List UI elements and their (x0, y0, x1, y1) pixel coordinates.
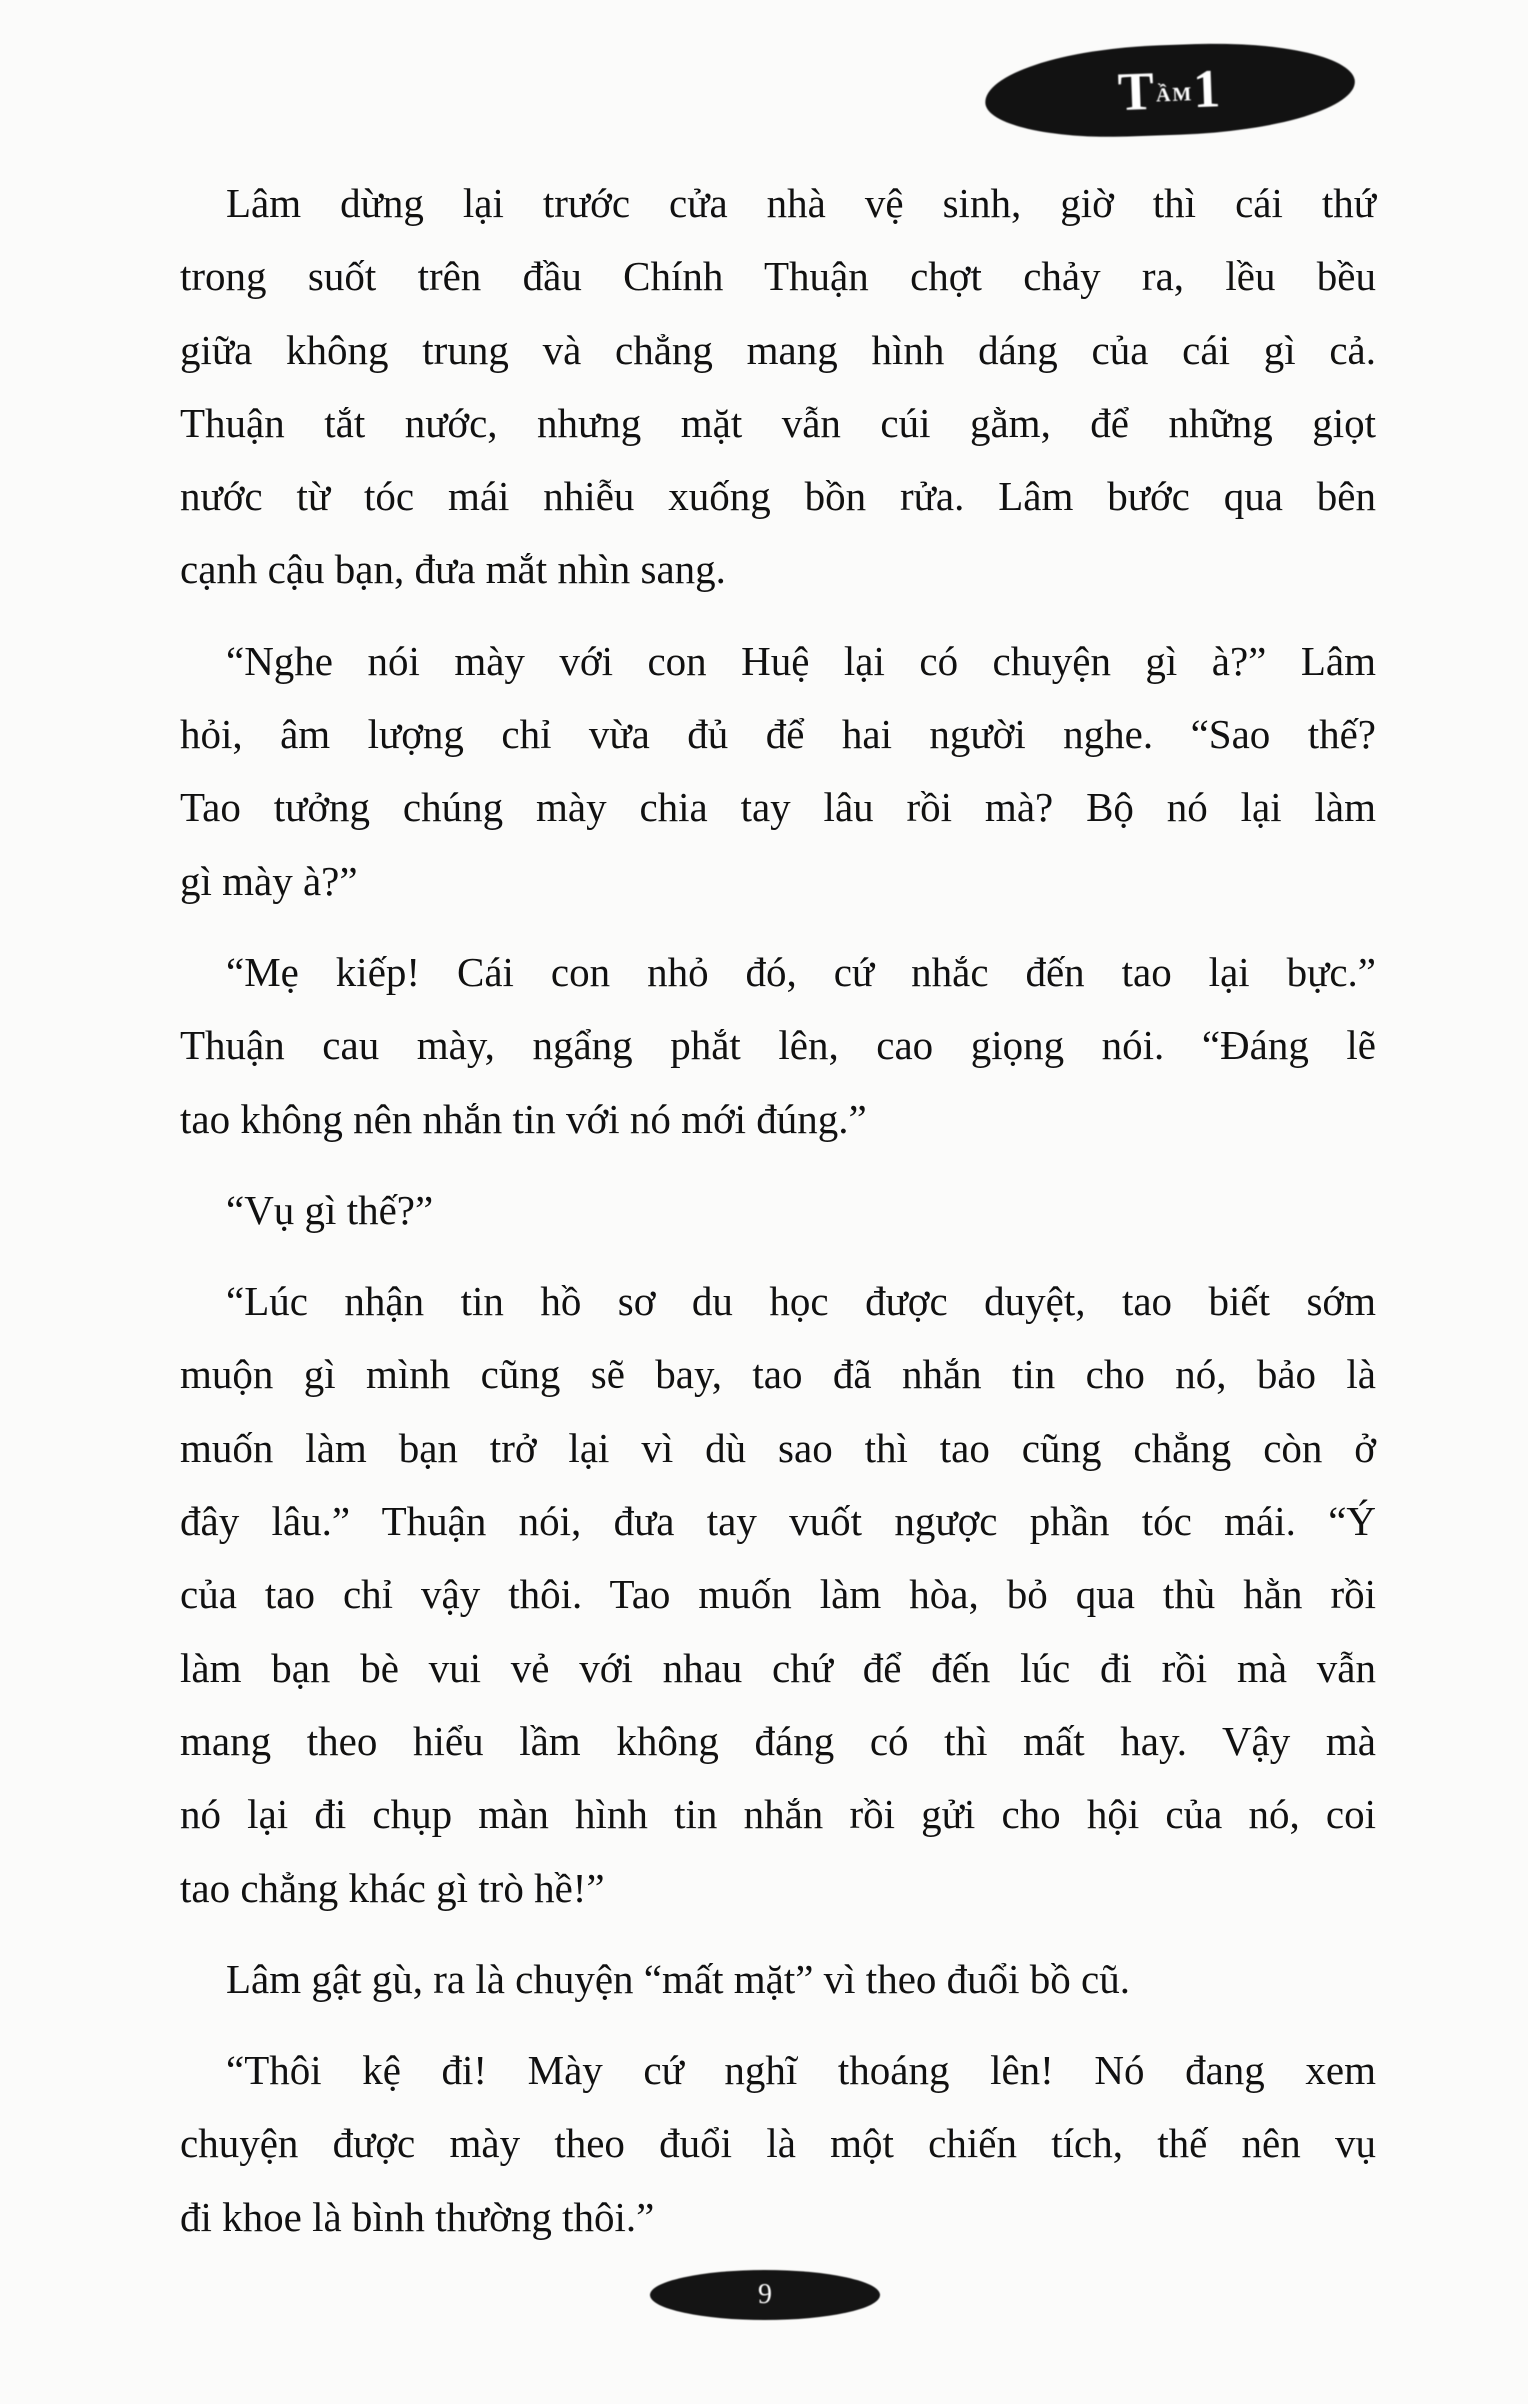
page-number: 9 (758, 2279, 772, 2310)
chapter-number: 1 (1192, 58, 1224, 120)
chapter-prefix: T (1116, 60, 1157, 122)
text-line: giữa không trung và chẳng mang hình dáng của cái gì cả. (180, 326, 1376, 373)
text-line: muốn làm bạn trở lại vì dù sao thì tao cũng chẳng còn ở (180, 1424, 1376, 1471)
text-line: nó lại đi chụp màn hình tin nhắn rồi gửi cho hội của nó, coi (180, 1791, 1376, 1838)
paragraph (180, 936, 1376, 1156)
page-number-badge (650, 2270, 880, 2320)
text-line: của tao chỉ vậy thôi. Tao muốn làm hòa, bỏ qua thù hằn rồi (180, 1571, 1376, 1618)
chapter-heading-badge (984, 39, 1357, 142)
text-line: Lâm dừng lại trước cửa nhà vệ sinh, giờ thì cái thứ (226, 180, 1376, 226)
text-line: Thuận cau mày, ngẩng phắt lên, cao giọng nói. “Đáng lẽ (180, 1022, 1376, 1069)
paragraph (180, 167, 1376, 607)
text-line: “Lúc nhận tin hồ sơ du học được duyệt, tao biết sớm (226, 1278, 1376, 1325)
chapter-word: ẦM (1155, 83, 1194, 107)
text-line: trong suốt trên đầu Chính Thuận chợt chảy ra, lều bều (180, 253, 1376, 300)
text-line: tao chẳng khác gì trò hề!” (180, 1864, 605, 1911)
text-line: cạnh cậu bạn, đưa mắt nhìn sang. (180, 546, 726, 593)
text-line: gì mày à?” (180, 857, 358, 904)
paragraph (180, 625, 1376, 918)
chapter-heading (1117, 57, 1223, 123)
text-line: Tao tưởng chúng mày chia tay lâu rồi mà? Bộ nó lại làm (180, 784, 1376, 831)
paragraph (180, 2034, 1376, 2254)
text-line: làm bạn bè vui vẻ với nhau chứ để đến lúc đi rồi mà vẫn (180, 1644, 1376, 1691)
text-line: muộn gì mình cũng sẽ bay, tao đã nhắn tin cho nó, bảo là (180, 1351, 1376, 1398)
body-text (180, 167, 1376, 2272)
text-line: “Vụ gì thế?” (226, 1186, 434, 1233)
text-line: nước từ tóc mái nhiễu xuống bồn rửa. Lâm bước qua bên (180, 473, 1376, 520)
text-line: hỏi, âm lượng chỉ vừa đủ để hai người nghe. “Sao thế? (180, 711, 1376, 758)
paragraph (180, 1265, 1376, 1925)
text-line: “Thôi kệ đi! Mày cứ nghĩ thoáng lên! Nó đang xem (226, 2047, 1376, 2094)
text-line: đây lâu.” Thuận nói, đưa tay vuốt ngược phần tóc mái. “Ý (180, 1498, 1376, 1545)
text-line: đi khoe là bình thường thôi.” (180, 2193, 655, 2240)
text-line: “Nghe nói mày với con Huệ lại có chuyện gì à?” Lâm (226, 637, 1376, 684)
paragraph (180, 1943, 1376, 2016)
text-line: mang theo hiểu lầm không đáng có thì mất hay. Vậy mà (180, 1717, 1376, 1764)
paragraph (180, 1174, 1376, 1247)
text-line: chuyện được mày theo đuổi là một chiến tích, thế nên vụ (180, 2120, 1376, 2167)
text-line: tao không nên nhắn tin với nó mới đúng.” (180, 1095, 867, 1142)
text-line: “Mẹ kiếp! Cái con nhỏ đó, cứ nhắc đến tao lại bực.” (226, 948, 1376, 995)
text-line: Lâm gật gù, ra là chuyện “mất mặt” vì theo đuổi bồ cũ. (226, 1955, 1130, 2002)
text-line: Thuận tắt nước, nhưng mặt vẫn cúi gằm, để những giọt (180, 399, 1376, 446)
